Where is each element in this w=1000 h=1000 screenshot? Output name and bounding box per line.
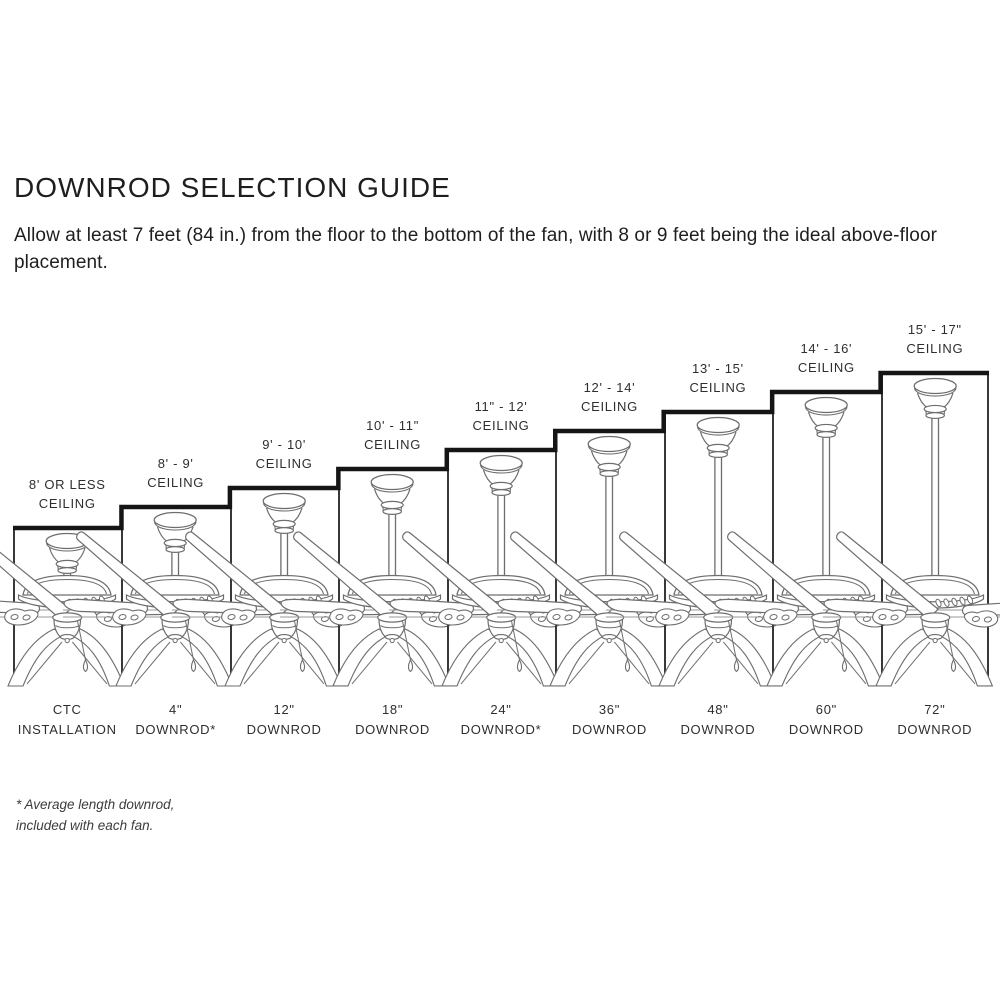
downrod-word: DOWNROD* [460, 722, 542, 737]
downrod-size: 36" [598, 702, 621, 717]
ceiling-fan-illustration [664, 412, 772, 682]
ceiling-word: CEILING [38, 496, 96, 511]
ceiling-range: 12' - 14' [583, 380, 636, 395]
page-subtitle: Allow at least 7 feet (84 in.) from the floor to the bottom of the fan, with 8 or 9 feet being the ideal above-floor placement. [14, 225, 938, 273]
downrod-word: DOWNROD [788, 722, 864, 737]
ceiling-word: CEILING [147, 475, 205, 490]
ceiling-range: 13' - 15' [692, 361, 744, 376]
ceiling-range: 9' - 10' [262, 437, 307, 452]
ceiling-range: 15' - 17" [907, 322, 962, 337]
ceiling-range: 8' - 9' [157, 456, 194, 471]
ceiling-fan-illustration [121, 507, 229, 682]
page-title: DOWNROD SELECTION GUIDE [14, 172, 451, 203]
ceiling-range: 11" - 12' [474, 399, 528, 414]
downrod-size: 24" [490, 702, 512, 717]
ceiling-fan-illustration [447, 450, 555, 682]
footnote [16, 794, 174, 836]
downrod-size: 72" [924, 702, 946, 717]
downrod-word: DOWNROD [680, 722, 756, 737]
ceiling-word: CEILING [472, 418, 530, 433]
panel-downrod-label [860, 700, 1000, 740]
ceiling-fan-illustration [881, 373, 989, 682]
ceiling-word: CEILING [255, 456, 313, 471]
footnote-line: included with each fan. [16, 818, 154, 833]
ceiling-word: CEILING [581, 399, 638, 414]
downrod-size: 48" [707, 702, 729, 717]
downrod-size: CTC [52, 702, 82, 717]
downrod-word: DOWNROD [355, 722, 431, 737]
ceiling-word: CEILING [364, 437, 422, 452]
ceiling-word: CEILING [689, 380, 747, 395]
ceiling-range: 10' - 11" [366, 418, 420, 433]
downrod-word: DOWNROD [897, 722, 973, 737]
ceiling-range: 14' - 16' [800, 341, 853, 356]
downrod-word: INSTALLATION [17, 722, 117, 737]
ceiling-fan-illustration [772, 392, 880, 682]
footnote-line: * Average length downrod, [16, 797, 175, 812]
panel-ceiling-label [860, 320, 1000, 358]
ceiling-word: CEILING [797, 360, 855, 375]
downrod-size: 18" [381, 702, 404, 717]
ceiling-fan-illustration [338, 469, 446, 682]
ceiling-fan-illustration [230, 488, 338, 682]
downrod-size: 60" [815, 702, 837, 717]
downrod-word: DOWNROD* [135, 722, 217, 737]
downrod-word: DOWNROD [571, 722, 647, 737]
downrod-size: 4" [169, 702, 183, 717]
ceiling-range: 8' OR LESS [28, 477, 106, 492]
ceiling-word: CEILING [906, 341, 964, 356]
downrod-size: 12" [273, 702, 295, 717]
downrod-word: DOWNROD [246, 722, 322, 737]
